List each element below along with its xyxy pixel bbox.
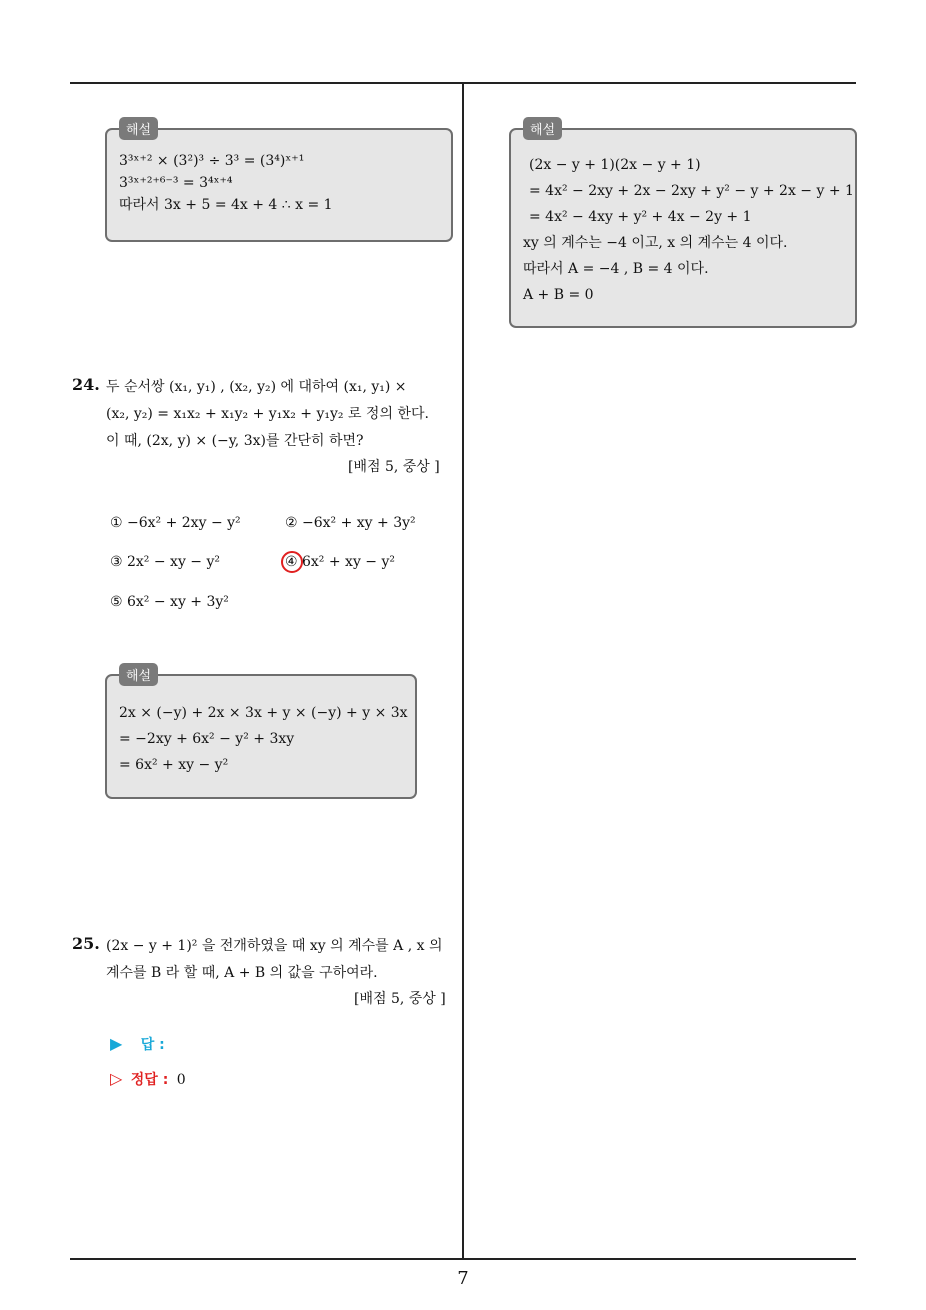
question-number-25: 25. <box>72 934 100 953</box>
score-label-24: [배점 5, 중상 ] <box>348 459 440 475</box>
solution-line: xy 의 계수는 −4 이고, x 의 계수는 4 이다. <box>523 235 788 251</box>
solution-box-q23 <box>105 123 453 242</box>
solution-box-q24 <box>105 669 417 799</box>
solution-line: 3³ˣ⁺² × (3²)³ ÷ 3³ = (3⁴)ˣ⁺¹ <box>119 153 305 169</box>
solution-tag: 해설 <box>119 117 158 140</box>
solution-line: 2x × (−y) + 2x × 3x + y × (−y) + y × 3x <box>119 705 408 721</box>
choice-5[interactable]: ⑤ 6x² − xy + 3y² <box>110 594 229 610</box>
question-text-24 <box>106 374 458 455</box>
solution-line: 따라서 A = −4 , B = 4 이다. <box>523 261 709 277</box>
question-line: (x₂, y₂) = x₁x₂ + x₁y₂ + y₁x₂ + y₁y₂ 로 정의 한다. <box>106 406 429 422</box>
correct-answer-label: 정답 : <box>130 1072 169 1088</box>
choice-1[interactable]: ① −6x² + 2xy − y² <box>110 515 241 531</box>
correct-arrow-icon: ▷ <box>110 1069 123 1088</box>
answer-row <box>110 1034 165 1054</box>
solution-box-q25 <box>509 123 857 328</box>
question-line: (2x − y + 1)² 을 전개하였을 때 xy 의 계수를 A , x 의 <box>106 938 443 954</box>
correct-answer-value: 0 <box>176 1072 186 1088</box>
choice-2[interactable]: ② −6x² + xy + 3y² <box>285 515 416 531</box>
solution-tag: 해설 <box>523 117 562 140</box>
column-divider <box>462 82 464 1260</box>
choice-4[interactable]: ④ 6x² + xy − y² <box>285 554 396 570</box>
question-text-25 <box>106 933 458 987</box>
answer-arrow-icon: ▶ <box>110 1034 123 1053</box>
page-number: 7 <box>457 1268 469 1289</box>
solution-tag: 해설 <box>119 663 158 686</box>
question-line: 두 순서쌍 (x₁, y₁) , (x₂, y₂) 에 대하여 (x₁, y₁) × <box>106 379 407 395</box>
correct-answer-row <box>110 1069 186 1089</box>
bottom-rule <box>70 1258 856 1260</box>
solution-line: = −2xy + 6x² − y² + 3xy <box>119 731 295 747</box>
solution-line: 따라서 3x + 5 = 4x + 4 ∴ x = 1 <box>119 197 333 213</box>
question-number-24: 24. <box>72 375 100 394</box>
solution-line: = 4x² − 2xy + 2x − 2xy + y² − y + 2x − y + 1 <box>529 183 854 199</box>
solution-line: (2x − y + 1)(2x − y + 1) <box>529 157 701 173</box>
solution-line: A + B = 0 <box>523 287 594 303</box>
solution-line: = 6x² + xy − y² <box>119 757 229 773</box>
solution-line: 3³ˣ⁺²⁺⁶⁻³ = 3⁴ˣ⁺⁴ <box>119 175 233 191</box>
question-line: 계수를 B 라 할 때, A + B 의 값을 구하여라. <box>106 965 378 981</box>
answer-label: 답 : <box>140 1037 165 1053</box>
question-line: 이 때, (2x, y) × (−y, 3x)를 간단히 하면? <box>106 433 364 449</box>
solution-line: = 4x² − 4xy + y² + 4x − 2y + 1 <box>529 209 752 225</box>
score-label-25: [배점 5, 중상 ] <box>354 991 446 1007</box>
choice-3[interactable]: ③ 2x² − xy − y² <box>110 554 221 570</box>
